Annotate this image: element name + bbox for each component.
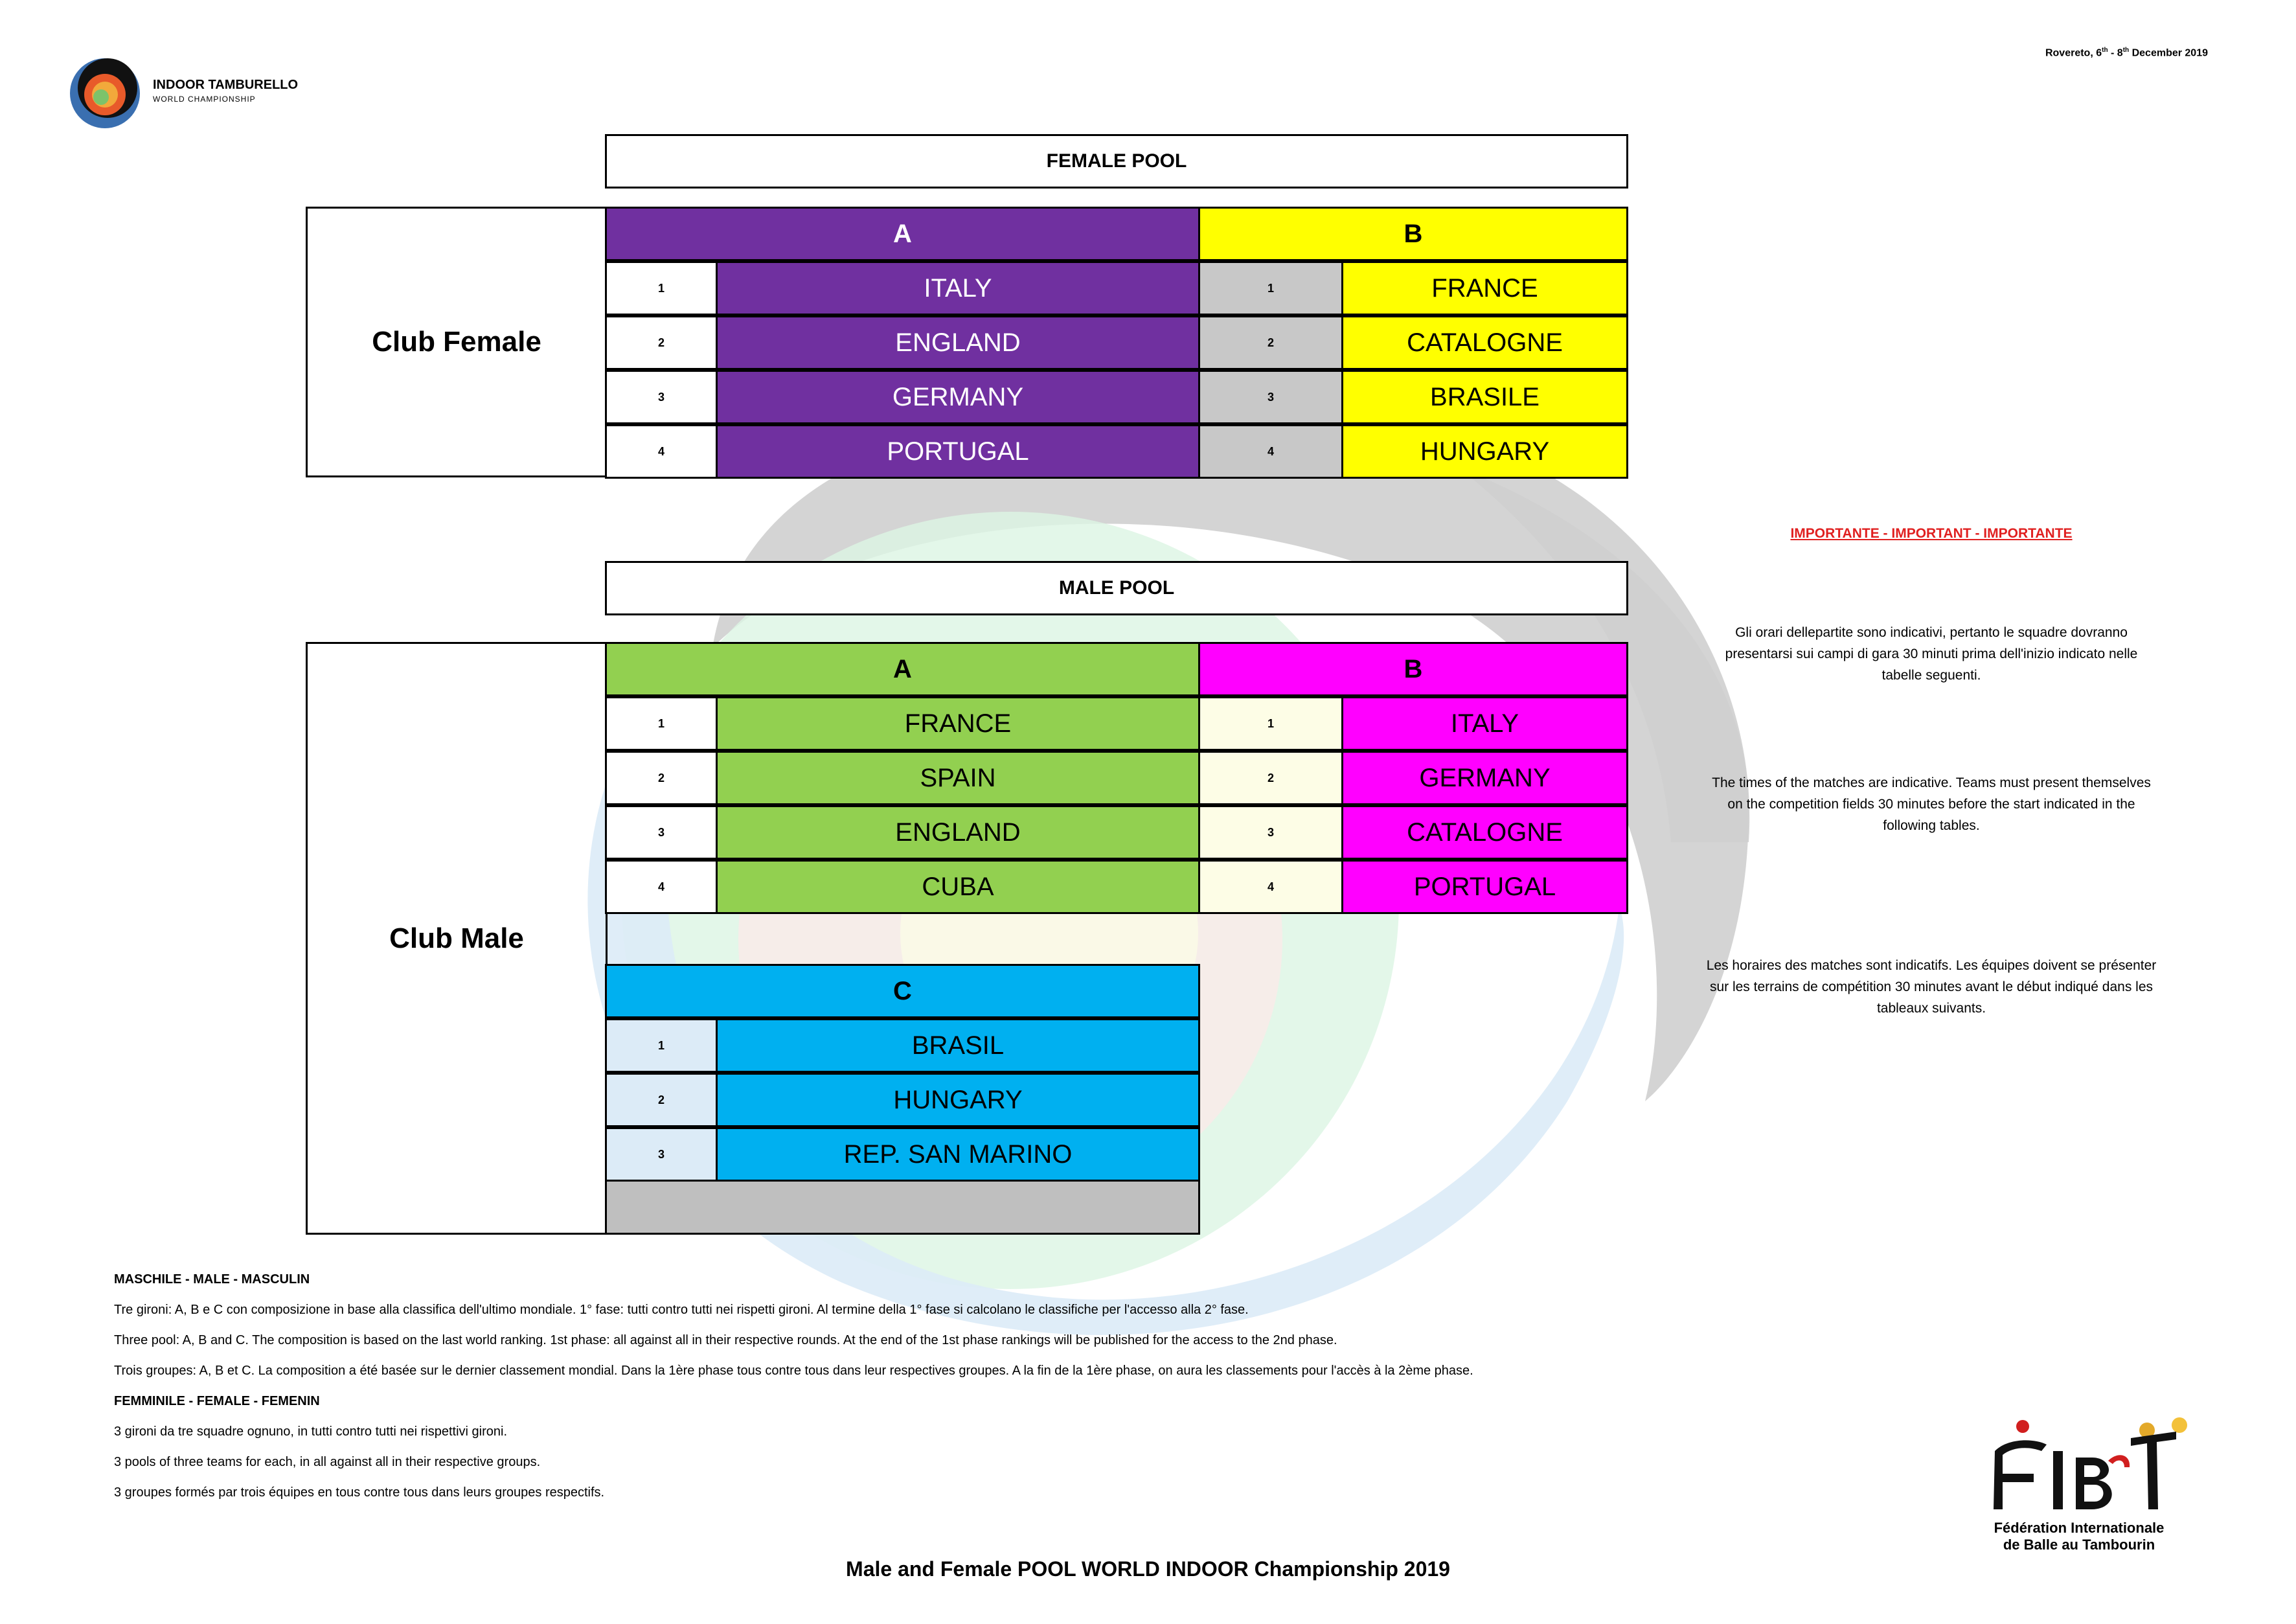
male-a-team: ENGLAND (716, 805, 1200, 860)
female-rule-en: 3 pools of three teams for each, in all against all in their respective groups. (114, 1455, 541, 1469)
note-french: Les horaires des matches sont indicatifs. Les équipes doivent se présenter sur les terrains de compétition 30 minutes avant le début indiqué dans les tableaux suivants. (1706, 958, 2157, 1016)
note-english: The times of the matches are indicative. Teams must present themselves on the competition fields 30 minutes before the start indicated in the following tables. (1712, 775, 2151, 833)
female-b-team: FRANCE (1341, 261, 1628, 315)
male-c-rank: 1 (605, 1018, 718, 1073)
female-a-team: GERMANY (716, 370, 1200, 424)
fibat-line2: de Balle au Tambourin (2003, 1537, 2155, 1553)
important-heading: IMPORTANTE - IMPORTANT - IMPORTANTE (1790, 526, 2073, 541)
fibat-name (1969, 1520, 2189, 1553)
footer-title: Male and Female POOL WORLD INDOOR Championship 2019 (846, 1557, 1450, 1581)
female-b-team: CATALOGNE (1341, 315, 1628, 370)
fibat-logo (1969, 1412, 2189, 1519)
female-b-rank: 3 (1198, 370, 1343, 424)
female-rule-it: 3 gironi da tre squadre ognuno, in tutti contro tutti nei rispettivi gironi. (114, 1424, 508, 1439)
indoor-tamburello-logo (65, 54, 149, 132)
male-rule-it: Tre gironi: A, B e C con composizione in base alla classifica dell'ultimo mondiale. 1° fase: tutti contro tutti nei rispetti gironi. Al termine della 1° fase si calcolano le classifiche per l'accesso alla 2° fase. (114, 1303, 1249, 1317)
female-b-rank: 2 (1198, 315, 1343, 370)
male-a-team: CUBA (716, 860, 1200, 914)
male-b-rank: 1 (1198, 696, 1343, 751)
female-rule-fr: 3 groupes formés par trois équipes en tous contre tous dans leurs groupes respectifs. (114, 1485, 605, 1500)
female-a-team: ITALY (716, 261, 1200, 315)
logo-line1: INDOOR TAMBURELLO (153, 78, 299, 92)
female-a-rank: 1 (605, 261, 718, 315)
male-b-team: PORTUGAL (1341, 860, 1628, 914)
male-rule-en: Three pool: A, B and C. The composition is based on the last world ranking. 1st phase: all against all in their respective rounds. At the end of the 1st phase rankings will be published for the access to the 2nd phase. (114, 1333, 1337, 1347)
male-pool-title: MALE POOL (605, 561, 1628, 615)
male-a-team: SPAIN (716, 751, 1200, 805)
male-rule-fr: Trois groupes: A, B et C. La composition a été basée sur le dernier classement mondial. Dans la 1ère phase tous contre tous dans leur respectives groupes. A la fin de la 1ère phase, on aura les classements pour l'accès à la 2ème phase. (114, 1364, 1473, 1378)
event-date (2045, 47, 2208, 59)
date-part: Rovereto, 6 (2045, 47, 2102, 59)
male-c-rank: 3 (605, 1127, 718, 1182)
female-b-team: BRASILE (1341, 370, 1628, 424)
male-a-team: FRANCE (716, 696, 1200, 751)
female-b-team: HUNGARY (1341, 424, 1628, 479)
female-a-team: PORTUGAL (716, 424, 1200, 479)
male-c-header: C (605, 964, 1200, 1018)
rules-notes (114, 1264, 1863, 1508)
male-a-rank: 3 (605, 805, 718, 860)
club-female-label (306, 207, 608, 477)
male-heading: MASCHILE - MALE - MASCULIN (114, 1272, 310, 1287)
male-c-rank: 2 (605, 1073, 718, 1127)
female-a-header: A (605, 207, 1200, 261)
logo-line2: WORLD CHAMPIONSHIP (153, 95, 256, 104)
male-b-team: ITALY (1341, 696, 1628, 751)
male-b-team: GERMANY (1341, 751, 1628, 805)
female-a-team: ENGLAND (716, 315, 1200, 370)
female-b-rank: 4 (1198, 424, 1343, 479)
male-c-team: BRASIL (716, 1018, 1200, 1073)
note-italian: Gli orari dellepartite sono indicativi, pertanto le squadre dovranno presentarsi sui campi di gara 30 minuti prima dell'inizio indicato nelle tabelle seguenti. (1725, 625, 2138, 683)
male-b-team: CATALOGNE (1341, 805, 1628, 860)
date-part: - 8 (2108, 47, 2123, 59)
male-a-rank: 1 (605, 696, 718, 751)
male-b-rank: 4 (1198, 860, 1343, 914)
male-c-empty-row (605, 1180, 1200, 1235)
logo-text (153, 78, 298, 106)
date-sup: th (2122, 47, 2130, 54)
female-b-rank: 1 (1198, 261, 1343, 315)
female-heading: FEMMINILE - FEMALE - FEMENIN (114, 1394, 320, 1408)
female-a-rank: 4 (605, 424, 718, 479)
male-c-team: REP. SAN MARINO (716, 1127, 1200, 1182)
female-pool-title: FEMALE POOL (605, 134, 1628, 189)
female-b-header: B (1198, 207, 1628, 261)
female-a-rank: 2 (605, 315, 718, 370)
club-male-text: Club Male (389, 922, 524, 954)
club-female-text: Club Female (372, 326, 541, 358)
male-a-rank: 4 (605, 860, 718, 914)
fibat-line1: Fédération Internationale (1994, 1520, 2165, 1536)
male-a-header: A (605, 642, 1200, 696)
date-part: December 2019 (2129, 47, 2208, 59)
male-a-rank: 2 (605, 751, 718, 805)
club-male-label (306, 642, 608, 1235)
male-c-team: HUNGARY (716, 1073, 1200, 1127)
female-a-rank: 3 (605, 370, 718, 424)
male-b-rank: 2 (1198, 751, 1343, 805)
date-sup: th (2102, 47, 2108, 54)
male-b-header: B (1198, 642, 1628, 696)
male-b-rank: 3 (1198, 805, 1343, 860)
